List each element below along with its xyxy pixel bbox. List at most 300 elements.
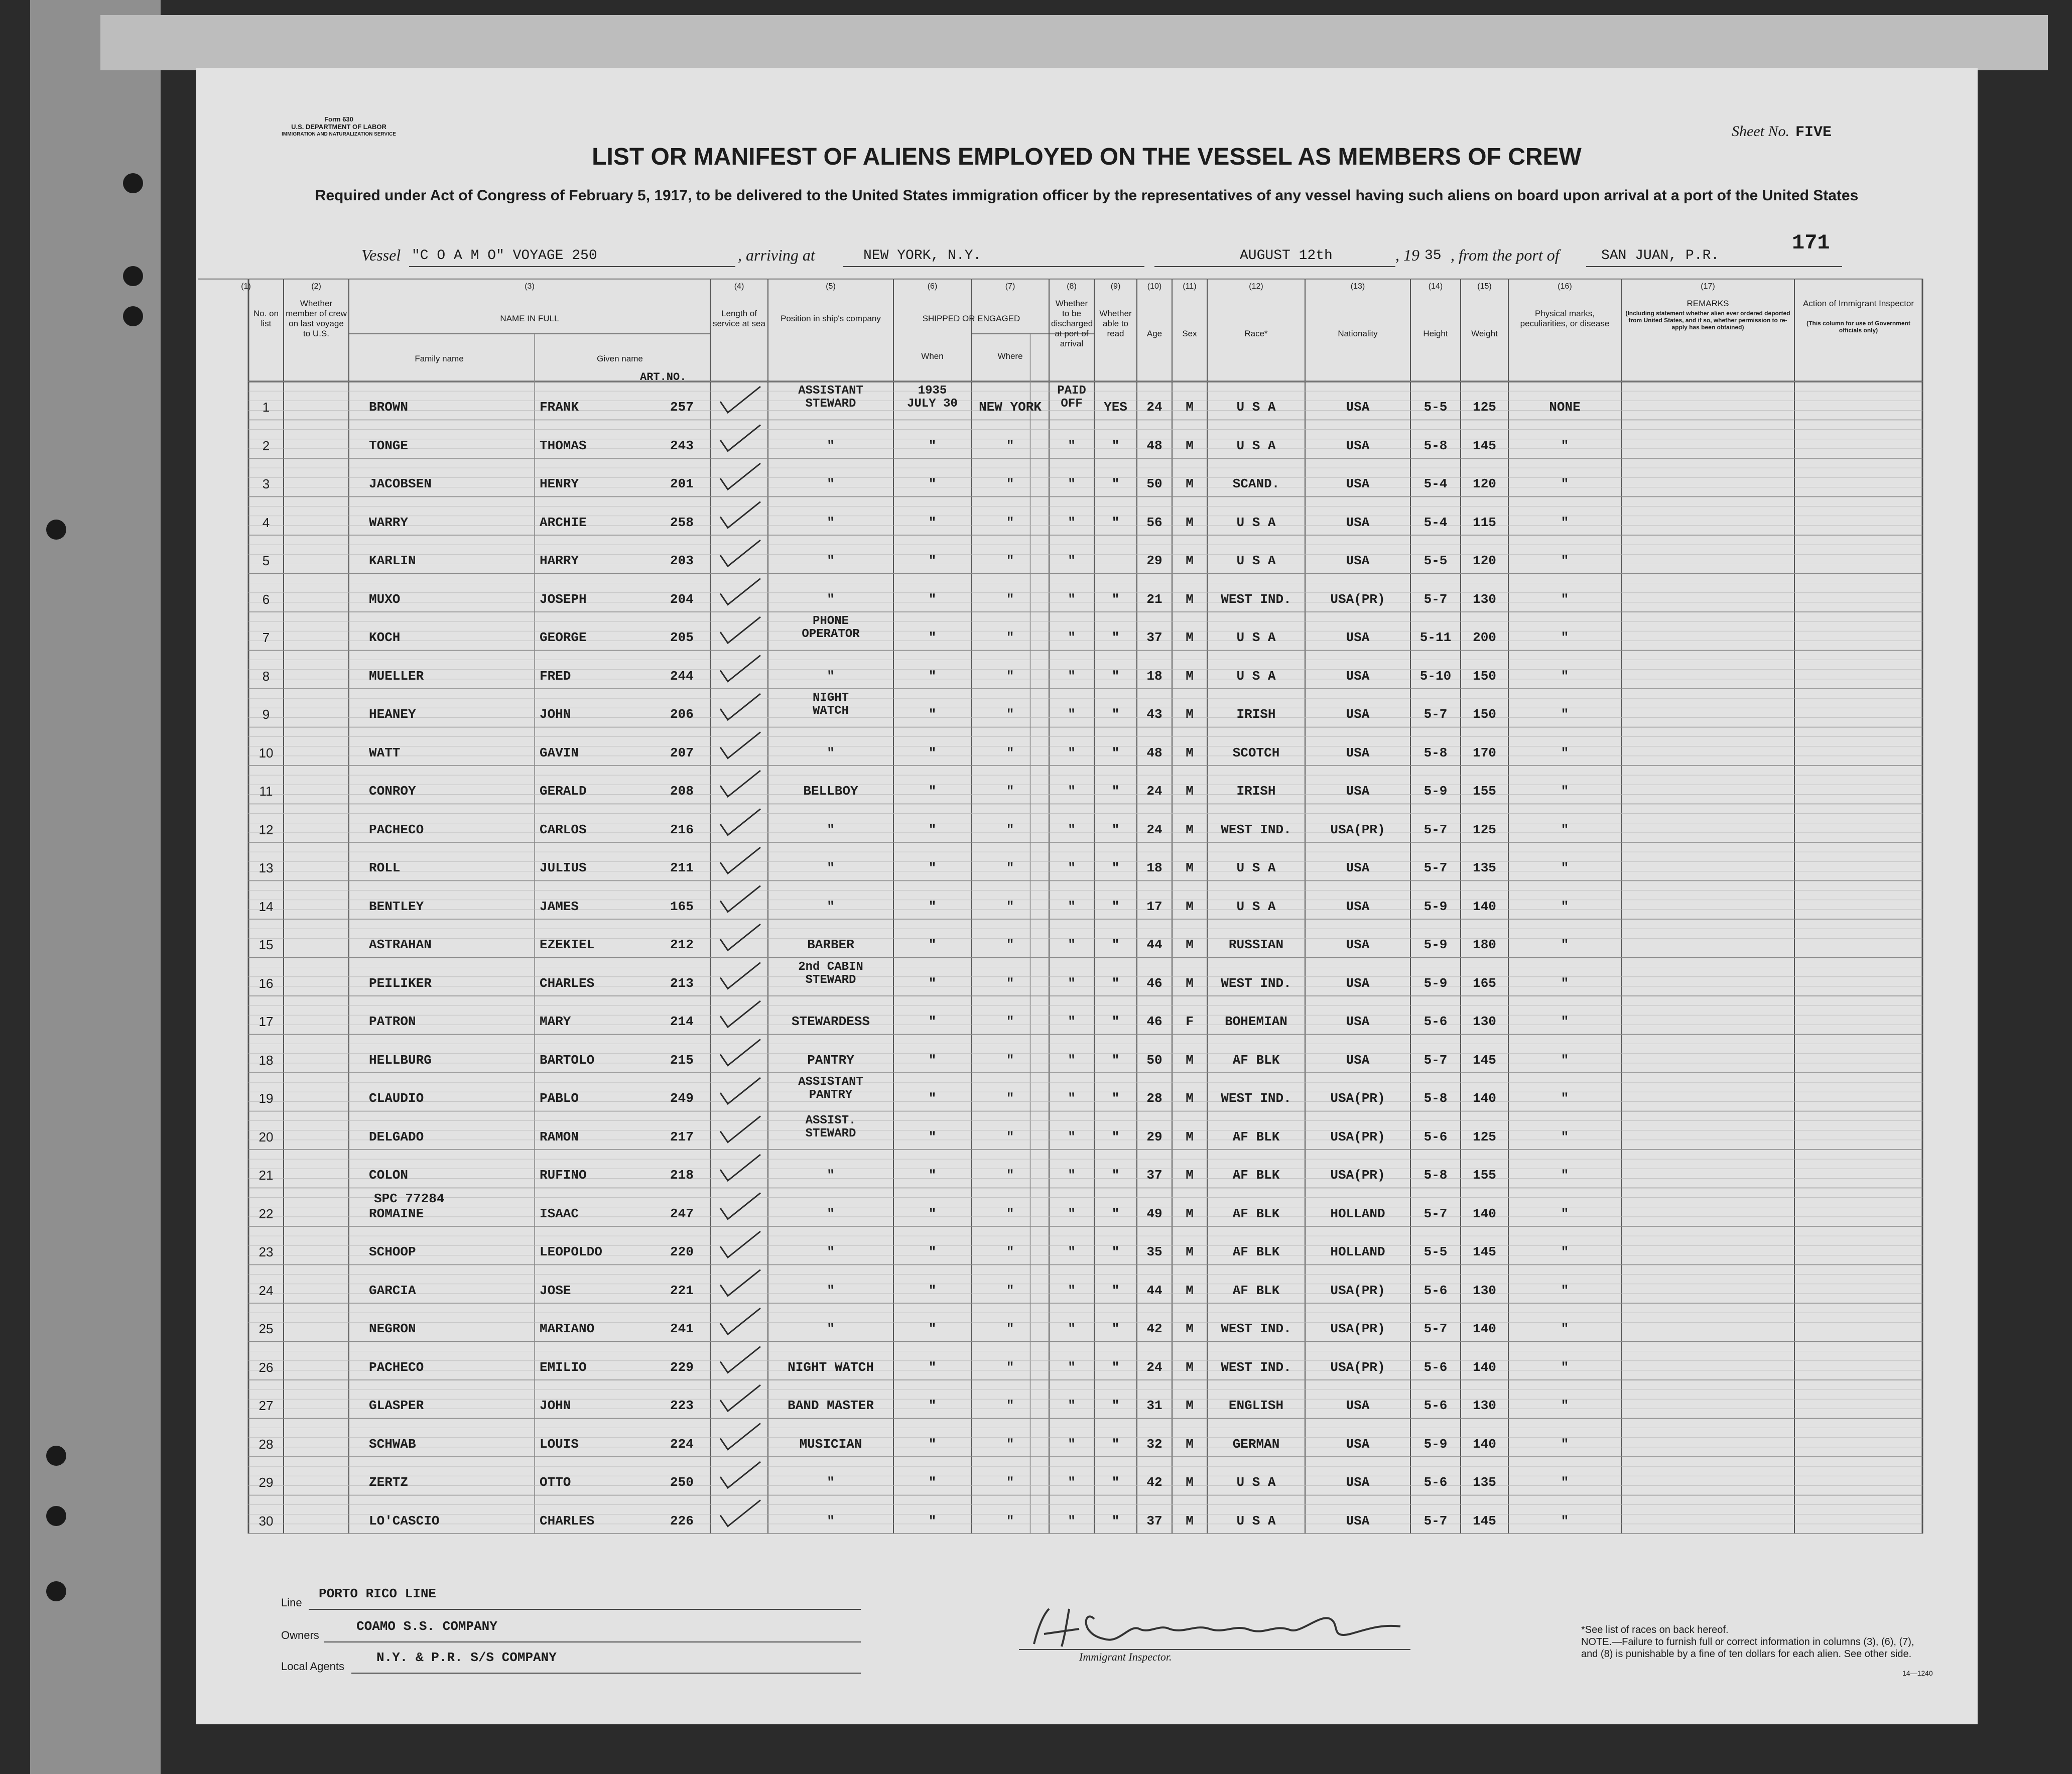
service-checkmark [720, 1155, 760, 1181]
cell-age: 50 [1146, 476, 1162, 491]
cell-no: 24 [258, 1283, 274, 1298]
header-inspector-note: (This column for use of Government officials only) [1806, 320, 1910, 334]
cell-race: U S A [1236, 515, 1276, 530]
cell-discharged: " [1068, 630, 1076, 645]
column-number: (13) [1350, 282, 1365, 291]
cell-height: 5-7 [1423, 822, 1448, 837]
cell-when: " [928, 784, 937, 799]
cell-family: BROWN [369, 400, 409, 415]
cell-given: MARIANO [540, 1321, 595, 1336]
cell-read: " [1111, 1398, 1120, 1413]
column-number: (5) [826, 282, 836, 291]
cell-no: 16 [258, 975, 274, 991]
cell-age: 42 [1146, 1321, 1162, 1336]
cell-when: " [928, 1359, 937, 1375]
cell-art: 212 [670, 937, 694, 952]
cell-discharged: " [1068, 1014, 1076, 1029]
cell-nationality: USA [1346, 1052, 1370, 1068]
cell-sex: M [1186, 1091, 1194, 1106]
cell-discharged: " [1068, 1398, 1076, 1413]
cell-discharged: " [1068, 438, 1076, 453]
cell-marks: " [1561, 1129, 1569, 1145]
column-number: (1) [241, 282, 251, 291]
cell-race: WEST IND. [1221, 1321, 1291, 1336]
cell-when: " [928, 1206, 937, 1221]
service-checkmark [720, 656, 760, 682]
cell-where: " [1006, 553, 1014, 568]
cell-sex: M [1186, 1398, 1194, 1413]
cell-discharged: " [1068, 1244, 1076, 1259]
cell-given: LOUIS [540, 1436, 579, 1452]
cell-position: BELLBOY [803, 784, 858, 799]
service-checkmark [720, 1308, 760, 1334]
inspector-label: Immigrant Inspector. [1079, 1651, 1172, 1663]
cell-given: GERALD [540, 784, 587, 799]
crew-manifest-table [196, 279, 1978, 1634]
cell-position: PHONE OPERATOR [802, 614, 860, 641]
cell-height: 5-6 [1423, 1359, 1448, 1375]
cell-height: 5-6 [1423, 1014, 1448, 1029]
cell-where: " [1006, 438, 1014, 453]
cell-position: NIGHT WATCH [812, 691, 849, 718]
cell-race: U S A [1236, 630, 1276, 645]
cell-family: MUXO [369, 591, 401, 607]
cell-weight: 125 [1473, 822, 1496, 837]
cell-age: 24 [1146, 784, 1162, 799]
vessel-line [361, 246, 1842, 271]
cell-read: " [1111, 1436, 1120, 1452]
cell-race: AF BLK [1232, 1244, 1280, 1259]
owners-value: COAMO S.S. COMPANY [356, 1619, 497, 1634]
cell-discharged: " [1068, 1168, 1076, 1183]
cell-race: AF BLK [1232, 1283, 1280, 1298]
cell-given: JAMES [540, 899, 579, 914]
cell-family: KOCH [369, 630, 401, 645]
cell-height: 5-5 [1423, 553, 1448, 568]
service-checkmark [720, 502, 760, 528]
cell-weight: 170 [1473, 745, 1496, 761]
cell-given: EMILIO [540, 1359, 587, 1375]
cell-discharged: " [1068, 860, 1076, 875]
cell-art: 214 [670, 1014, 694, 1029]
cell-where: " [1006, 476, 1014, 491]
cell-race: U S A [1236, 860, 1276, 875]
cell-where: " [1006, 1206, 1014, 1221]
cell-sex: M [1186, 630, 1194, 645]
header-art-no: ART.NO. [640, 371, 687, 384]
cell-nationality: USA(PR) [1330, 1168, 1385, 1183]
cell-weight: 140 [1473, 1091, 1496, 1106]
cell-read: " [1111, 1091, 1120, 1106]
cell-discharged: " [1068, 745, 1076, 761]
cell-nationality: USA [1346, 515, 1370, 530]
cell-position: " [827, 553, 835, 568]
cell-given: RAMON [540, 1129, 579, 1145]
cell-weight: 125 [1473, 400, 1496, 415]
cell-family: WARRY [369, 515, 409, 530]
cell-race: WEST IND. [1221, 975, 1291, 991]
service-checkmark [720, 1116, 760, 1143]
cell-height: 5-8 [1423, 1168, 1448, 1183]
cell-position: " [827, 1475, 835, 1490]
service-checkmark [720, 809, 760, 835]
cell-nationality: USA [1346, 553, 1370, 568]
cell-age: 48 [1146, 438, 1162, 453]
footnote-penalty: NOTE.—Failure to furnish full or correct information in columns (3), (6), (7), and (8) is punishable by a fine of ten dollars for each alien. See other side. [1581, 1636, 1914, 1660]
cell-height: 5-4 [1423, 476, 1448, 491]
cell-given: HARRY [540, 553, 579, 568]
cell-when: " [928, 553, 937, 568]
service-checkmark [720, 886, 760, 912]
cell-discharged: " [1068, 1436, 1076, 1452]
cell-no: 12 [258, 822, 274, 837]
cell-nationality: USA(PR) [1330, 1321, 1385, 1336]
cell-position: 2nd CABIN STEWARD [798, 960, 863, 987]
cell-family: MUELLER [369, 668, 424, 684]
cell-position: " [827, 515, 835, 530]
cell-marks: " [1561, 591, 1569, 607]
column-number: (15) [1477, 282, 1492, 291]
cell-when: 1935 JULY 30 [907, 384, 958, 411]
cell-height: 5-7 [1423, 591, 1448, 607]
cell-family: GLASPER [369, 1398, 424, 1413]
cell-art: 204 [670, 591, 694, 607]
cell-discharged: " [1068, 822, 1076, 837]
cell-no: 7 [262, 630, 270, 645]
cell-height: 5-5 [1423, 1244, 1448, 1259]
service-checkmark [720, 1347, 760, 1373]
column-number: (9) [1110, 282, 1121, 291]
inspector-signature [1019, 1604, 1431, 1654]
cell-height: 5-5 [1423, 400, 1448, 415]
cell-position: PANTRY [807, 1052, 854, 1068]
cell-nationality: USA(PR) [1330, 1359, 1385, 1375]
cell-weight: 145 [1473, 438, 1496, 453]
service-checkmark [720, 1500, 760, 1527]
cell-position: " [827, 745, 835, 761]
cell-family: HEANEY [369, 707, 416, 722]
cell-age: 44 [1146, 1283, 1162, 1298]
cell-when: " [928, 476, 937, 491]
cell-where: " [1006, 1436, 1014, 1452]
cell-read: " [1111, 1052, 1120, 1068]
cell-where: " [1006, 1168, 1014, 1183]
cell-discharged: " [1068, 1513, 1076, 1529]
cell-discharged: " [1068, 668, 1076, 684]
service-checkmark [720, 387, 760, 413]
cell-sex: M [1186, 745, 1194, 761]
cell-given: CARLOS [540, 822, 587, 837]
cell-age: 42 [1146, 1475, 1162, 1490]
cell-race: U S A [1236, 1513, 1276, 1529]
cell-when: " [928, 1436, 937, 1452]
cell-marks: " [1561, 668, 1569, 684]
cell-no: 2 [262, 438, 270, 453]
cell-when: " [928, 1513, 937, 1529]
cell-age: 18 [1146, 860, 1162, 875]
cell-sex: M [1186, 1244, 1194, 1259]
cell-position: " [827, 1513, 835, 1529]
cell-read: " [1111, 784, 1120, 799]
cell-read: " [1111, 822, 1120, 837]
cell-nationality: USA [1346, 438, 1370, 453]
service-checkmark [720, 694, 760, 720]
cell-sex: M [1186, 476, 1194, 491]
cell-where: " [1006, 1321, 1014, 1336]
cell-marks: " [1561, 1321, 1569, 1336]
cell-marks: " [1561, 745, 1569, 761]
cell-where: " [1006, 1475, 1014, 1490]
cell-age: 43 [1146, 707, 1162, 722]
service-checkmark [720, 771, 760, 797]
column-number: (3) [525, 282, 535, 291]
cell-age: 24 [1146, 822, 1162, 837]
cell-race: U S A [1236, 438, 1276, 453]
service-checkmark [720, 1078, 760, 1104]
cell-when: " [928, 975, 937, 991]
cell-art: 216 [670, 822, 694, 837]
cell-no: 25 [258, 1321, 274, 1336]
cell-marks: " [1561, 975, 1569, 991]
cell-family: KARLIN [369, 553, 416, 568]
cell-nationality: USA(PR) [1330, 591, 1385, 607]
cell-when: " [928, 899, 937, 914]
form-number: Form 630 [324, 115, 353, 123]
cell-given: MARY [540, 1014, 571, 1029]
cell-nationality: USA [1346, 630, 1370, 645]
cell-art: 211 [670, 860, 694, 875]
vessel-label: Vessel [361, 246, 401, 264]
cell-read: " [1111, 1513, 1120, 1529]
cell-sex: M [1186, 668, 1194, 684]
cell-art: 165 [670, 899, 694, 914]
cell-given: EZEKIEL [540, 937, 595, 952]
cell-given: THOMAS [540, 438, 587, 453]
cell-read: " [1111, 1244, 1120, 1259]
cell-sex: M [1186, 1475, 1194, 1490]
header-remarks: REMARKS [1687, 299, 1729, 308]
cell-race: IRISH [1236, 784, 1276, 799]
cell-position: " [827, 899, 835, 914]
cell-age: 49 [1146, 1206, 1162, 1221]
cell-race: WEST IND. [1221, 1359, 1291, 1375]
cell-age: 31 [1146, 1398, 1162, 1413]
cell-sex: M [1186, 1436, 1194, 1452]
service-checkmark [720, 1424, 760, 1450]
cell-no: 18 [258, 1052, 274, 1068]
cell-weight: 155 [1473, 1168, 1496, 1183]
cell-read: " [1111, 668, 1120, 684]
cell-read: " [1111, 1129, 1120, 1145]
cell-no: 11 [259, 784, 273, 799]
cell-nationality: USA [1346, 745, 1370, 761]
cell-family: CONROY [369, 784, 416, 799]
cell-when: " [928, 1475, 937, 1490]
cell-race: IRISH [1236, 707, 1276, 722]
cell-where: " [1006, 1398, 1014, 1413]
cell-art: 247 [670, 1206, 694, 1221]
cell-art: 249 [670, 1091, 694, 1106]
cell-read: " [1111, 1168, 1120, 1183]
cell-nationality: USA [1346, 476, 1370, 491]
cell-given: JULIUS [540, 860, 587, 875]
cell-when: " [928, 668, 937, 684]
cell-nationality: HOLLAND [1330, 1206, 1385, 1221]
cell-where: " [1006, 591, 1014, 607]
cell-art: 215 [670, 1052, 694, 1068]
cell-given: JOSE [540, 1283, 571, 1298]
cell-position: " [827, 476, 835, 491]
cell-discharged: " [1068, 1129, 1076, 1145]
cell-given: CHARLES [540, 975, 595, 991]
cell-position: " [827, 1283, 835, 1298]
cell-when: " [928, 1321, 937, 1336]
cell-nationality: USA(PR) [1330, 1129, 1385, 1145]
binder-hole [46, 1581, 66, 1601]
cell-art: 217 [670, 1129, 694, 1145]
cell-discharged: " [1068, 1091, 1076, 1106]
cell-sex: M [1186, 899, 1194, 914]
cell-age: 56 [1146, 515, 1162, 530]
cell-discharged: " [1068, 975, 1076, 991]
cell-age: 24 [1146, 1359, 1162, 1375]
cell-no: 21 [258, 1168, 274, 1183]
cell-art: 218 [670, 1168, 694, 1183]
cell-family: JACOBSEN [369, 476, 432, 491]
cell-art: 207 [670, 745, 694, 761]
cell-nationality: USA [1346, 975, 1370, 991]
cell-family: LO'CASCIO [369, 1513, 440, 1529]
cell-read: " [1111, 1321, 1120, 1336]
cell-art: 229 [670, 1359, 694, 1375]
cell-position: MUSICIAN [799, 1436, 862, 1452]
footnote-races: *See list of races on back hereof. [1581, 1624, 1729, 1635]
cell-read: " [1111, 591, 1120, 607]
cell-marks: " [1561, 1244, 1569, 1259]
arrival-year: 35 [1424, 248, 1442, 264]
from-port-label: , from the port of [1451, 246, 1560, 264]
cell-no: 5 [262, 553, 270, 568]
binder-hole [123, 173, 143, 193]
cell-given: FRANK [540, 400, 579, 415]
cell-marks: " [1561, 1436, 1569, 1452]
cell-weight: 140 [1473, 1321, 1496, 1336]
cell-sex: M [1186, 1283, 1194, 1298]
form-department: U.S. DEPARTMENT OF LABOR [291, 123, 386, 131]
cell-no: 15 [258, 937, 274, 952]
cell-position: ASSIST. STEWARD [805, 1113, 856, 1141]
cell-race: AF BLK [1232, 1168, 1280, 1183]
cell-weight: 130 [1473, 591, 1496, 607]
cell-no: 3 [262, 476, 270, 491]
cell-position: " [827, 1168, 835, 1183]
cell-read: " [1111, 975, 1120, 991]
cell-height: 5-10 [1419, 668, 1452, 684]
cell-sex: M [1186, 937, 1194, 952]
cell-race: AF BLK [1232, 1206, 1280, 1221]
cell-height: 5-7 [1423, 860, 1448, 875]
page-subtitle: Required under Act of Congress of February 5, 1917, to be delivered to the United States immigration officer by the representatives of any vessel having such aliens on board upon arrival at a port of the United States [315, 187, 1859, 204]
cell-age: 46 [1146, 1014, 1162, 1029]
cell-height: 5-7 [1423, 1206, 1448, 1221]
cell-weight: 135 [1473, 1475, 1496, 1490]
cell-discharged: " [1068, 1359, 1076, 1375]
column-number: (2) [311, 282, 321, 291]
cell-sex: M [1186, 1206, 1194, 1221]
cell-when: " [928, 591, 937, 607]
cell-sex: F [1186, 1014, 1194, 1029]
cell-family: COLON [369, 1168, 409, 1183]
column-number: (16) [1558, 282, 1572, 291]
cell-height: 5-7 [1423, 707, 1448, 722]
cell-no: 22 [258, 1206, 274, 1221]
cell-sex: M [1186, 975, 1194, 991]
cell-marks: " [1561, 1091, 1569, 1106]
cell-given: LEOPOLDO [540, 1244, 602, 1259]
service-checkmark [720, 1040, 760, 1066]
service-checkmark [720, 540, 760, 566]
cell-when: " [928, 937, 937, 952]
owners-label: Owners [281, 1629, 319, 1641]
cell-race: GERMAN [1232, 1436, 1280, 1452]
cell-when: " [928, 707, 937, 722]
cell-marks: " [1561, 1475, 1569, 1490]
cell-age: 29 [1146, 553, 1162, 568]
cell-no: 4 [262, 515, 270, 530]
column-number: (8) [1067, 282, 1077, 291]
cell-age: 32 [1146, 1436, 1162, 1452]
cell-family: ROMAINE [369, 1206, 424, 1221]
cell-art: 226 [670, 1513, 694, 1529]
cell-sex: M [1186, 400, 1194, 415]
cell-height: 5-6 [1423, 1283, 1448, 1298]
cell-discharged: " [1068, 707, 1076, 722]
binder-hole [123, 306, 143, 326]
cell-where: " [1006, 937, 1014, 952]
cell-where: " [1006, 784, 1014, 799]
line-value: PORTO RICO LINE [319, 1586, 437, 1601]
service-checkmark [720, 1462, 760, 1488]
cell-height: 5-8 [1423, 1091, 1448, 1106]
cell-no: 20 [258, 1129, 274, 1145]
cell-where: " [1006, 630, 1014, 645]
cell-discharged: " [1068, 1283, 1076, 1298]
cell-weight: 120 [1473, 553, 1496, 568]
page-title: LIST OR MANIFEST OF ALIENS EMPLOYED ON THE VESSEL AS MEMBERS OF CREW [592, 144, 1582, 170]
cell-marks: " [1561, 515, 1569, 530]
cell-when: " [928, 1283, 937, 1298]
header-name-in-full: NAME IN FULL [500, 314, 559, 323]
service-checkmark [720, 425, 760, 451]
line-label: Line [281, 1596, 302, 1609]
cell-read: " [1111, 1014, 1120, 1029]
cell-given: PABLO [540, 1091, 579, 1106]
cell-weight: 130 [1473, 1014, 1496, 1029]
cell-race: U S A [1236, 668, 1276, 684]
cell-no: 8 [262, 668, 270, 684]
cell-weight: 140 [1473, 1206, 1496, 1221]
cell-height: 5-9 [1423, 1436, 1448, 1452]
cell-weight: 125 [1473, 1129, 1496, 1145]
cell-race: U S A [1236, 899, 1276, 914]
cell-race: U S A [1236, 553, 1276, 568]
vessel-name: "C O A M O" VOYAGE 250 [412, 248, 597, 264]
cell-read: " [1111, 745, 1120, 761]
cell-no: 9 [262, 707, 270, 722]
column-number: (14) [1428, 282, 1443, 291]
cell-family: PEILIKER [369, 975, 432, 991]
cell-given: BARTOLO [540, 1052, 595, 1068]
